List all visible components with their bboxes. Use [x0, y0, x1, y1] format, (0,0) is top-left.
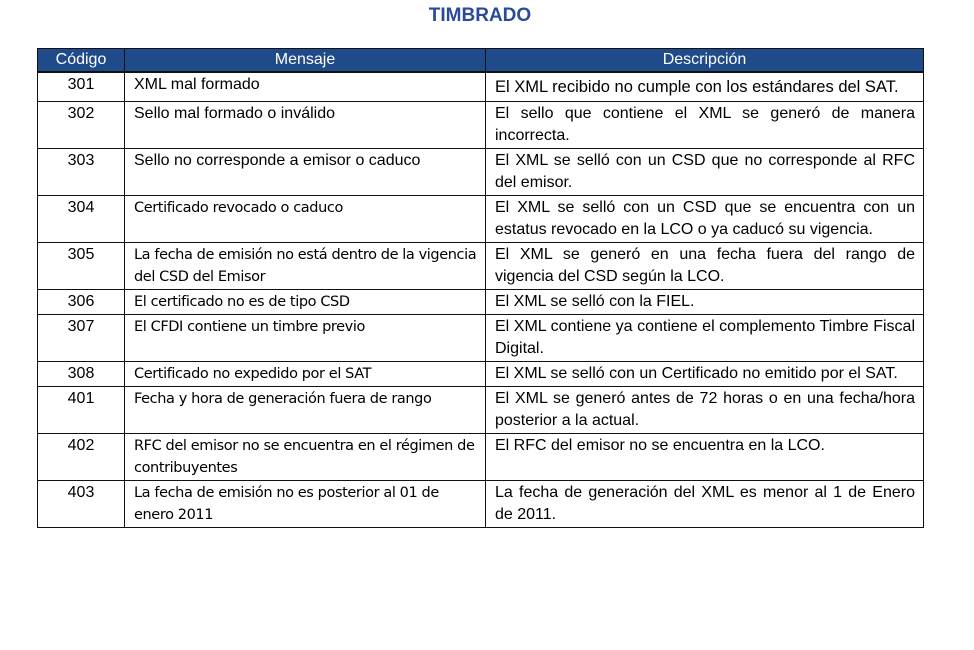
- row-message: Certificado revocado o caduco: [125, 196, 486, 243]
- table-row: [38, 196, 924, 243]
- header-code: Código: [38, 49, 125, 73]
- row-description: El XML contiene ya contiene el complemento Timbre Fiscal Digital.: [486, 315, 924, 362]
- row-code: 308: [38, 362, 125, 387]
- row-description: El XML recibido no cumple con los estándares del SAT.: [486, 72, 924, 102]
- row-code: 403: [38, 481, 125, 528]
- table-row: [38, 481, 924, 528]
- row-code: 303: [38, 149, 125, 196]
- row-message: Certificado no expedido por el SAT: [125, 362, 486, 387]
- row-message: La fecha de emisión no es posterior al 01 de enero 2011: [125, 481, 486, 528]
- row-code: 305: [38, 243, 125, 290]
- row-message: Sello no corresponde a emisor o caduco: [125, 149, 486, 196]
- row-description: El XML se selló con un CSD que no corresponde al RFC del emisor.: [486, 149, 924, 196]
- error-code-table: [37, 48, 924, 528]
- row-description: El XML se generó antes de 72 horas o en una fecha/hora posterior a la actual.: [486, 387, 924, 434]
- row-message: La fecha de emisión no está dentro de la vigencia del CSD del Emisor: [125, 243, 486, 290]
- row-message: RFC del emisor no se encuentra en el régimen de contribuyentes: [125, 434, 486, 481]
- row-code: 302: [38, 102, 125, 149]
- row-description: El XML se selló con un Certificado no emitido por el SAT.: [486, 362, 924, 387]
- row-code: 301: [38, 72, 125, 102]
- table-row: [38, 102, 924, 149]
- page-title: TIMBRADO: [428, 5, 532, 26]
- row-description: El XML se selló con un CSD que se encuentra con un estatus revocado en la LCO o ya caducó su vigencia.: [486, 196, 924, 243]
- row-code: 402: [38, 434, 125, 481]
- row-message: XML mal formado: [125, 72, 486, 102]
- row-message: El CFDI contiene un timbre previo: [125, 315, 486, 362]
- row-description: El sello que contiene el XML se generó de manera incorrecta.: [486, 102, 924, 149]
- table-row: [38, 149, 924, 196]
- row-message: Sello mal formado o inválido: [125, 102, 486, 149]
- row-description: El XML se selló con la FIEL.: [486, 290, 924, 315]
- table-row: [38, 362, 924, 387]
- row-description: La fecha de generación del XML es menor al 1 de Enero de 2011.: [486, 481, 924, 528]
- row-code: 307: [38, 315, 125, 362]
- table-row: [38, 243, 924, 290]
- row-message: El certificado no es de tipo CSD: [125, 290, 486, 315]
- row-message: Fecha y hora de generación fuera de rango: [125, 387, 486, 434]
- header-description: Descripción: [486, 49, 924, 73]
- table-row: [38, 72, 924, 102]
- table-row: [38, 290, 924, 315]
- row-code: 401: [38, 387, 125, 434]
- row-description: El RFC del emisor no se encuentra en la LCO.: [486, 434, 924, 481]
- row-code: 304: [38, 196, 125, 243]
- row-description: El XML se generó en una fecha fuera del rango de vigencia del CSD según la LCO.: [486, 243, 924, 290]
- row-code: 306: [38, 290, 125, 315]
- table-header-row: [38, 49, 924, 73]
- table-row: [38, 434, 924, 481]
- table-row: [38, 315, 924, 362]
- header-message: Mensaje: [125, 49, 486, 73]
- table-row: [38, 387, 924, 434]
